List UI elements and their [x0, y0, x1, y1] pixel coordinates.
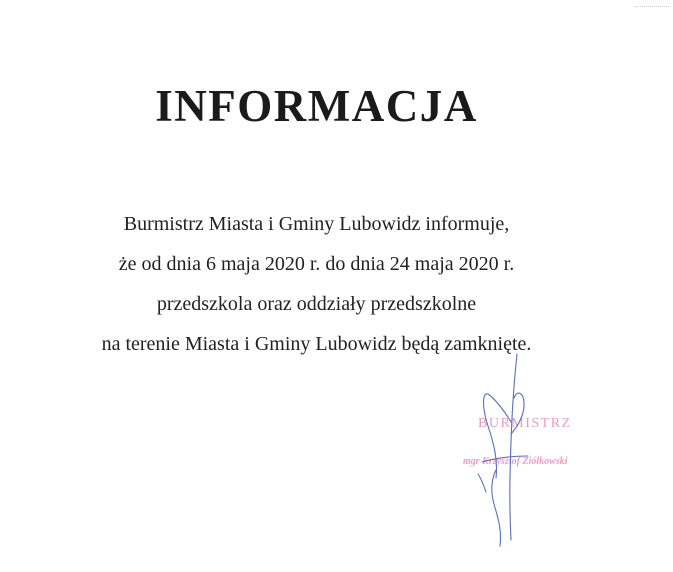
- announcement-line-1: Burmistrz Miasta i Gminy Lubowidz informuje,: [123, 213, 510, 235]
- announcement-line-2: że od dnia 6 maja 2020 r. do dnia 24 maja 2020 r.: [118, 253, 515, 275]
- document-title: INFORMACJA: [155, 81, 478, 131]
- stamp-title: BURMISTRZ: [478, 416, 572, 431]
- announcement-line-4: na terenie Miasta i Gminy Lubowidz będą zamknięte.: [101, 333, 532, 355]
- scan-corner-mark: [635, 6, 669, 8]
- handwritten-signature: [468, 352, 548, 552]
- announcement-line-3: przedszkola oraz oddziały przedszkolne: [156, 293, 477, 315]
- stamp-name: mgr Krzysztof Ziółkowski: [463, 456, 568, 467]
- announcement-text: [0, 204, 633, 364]
